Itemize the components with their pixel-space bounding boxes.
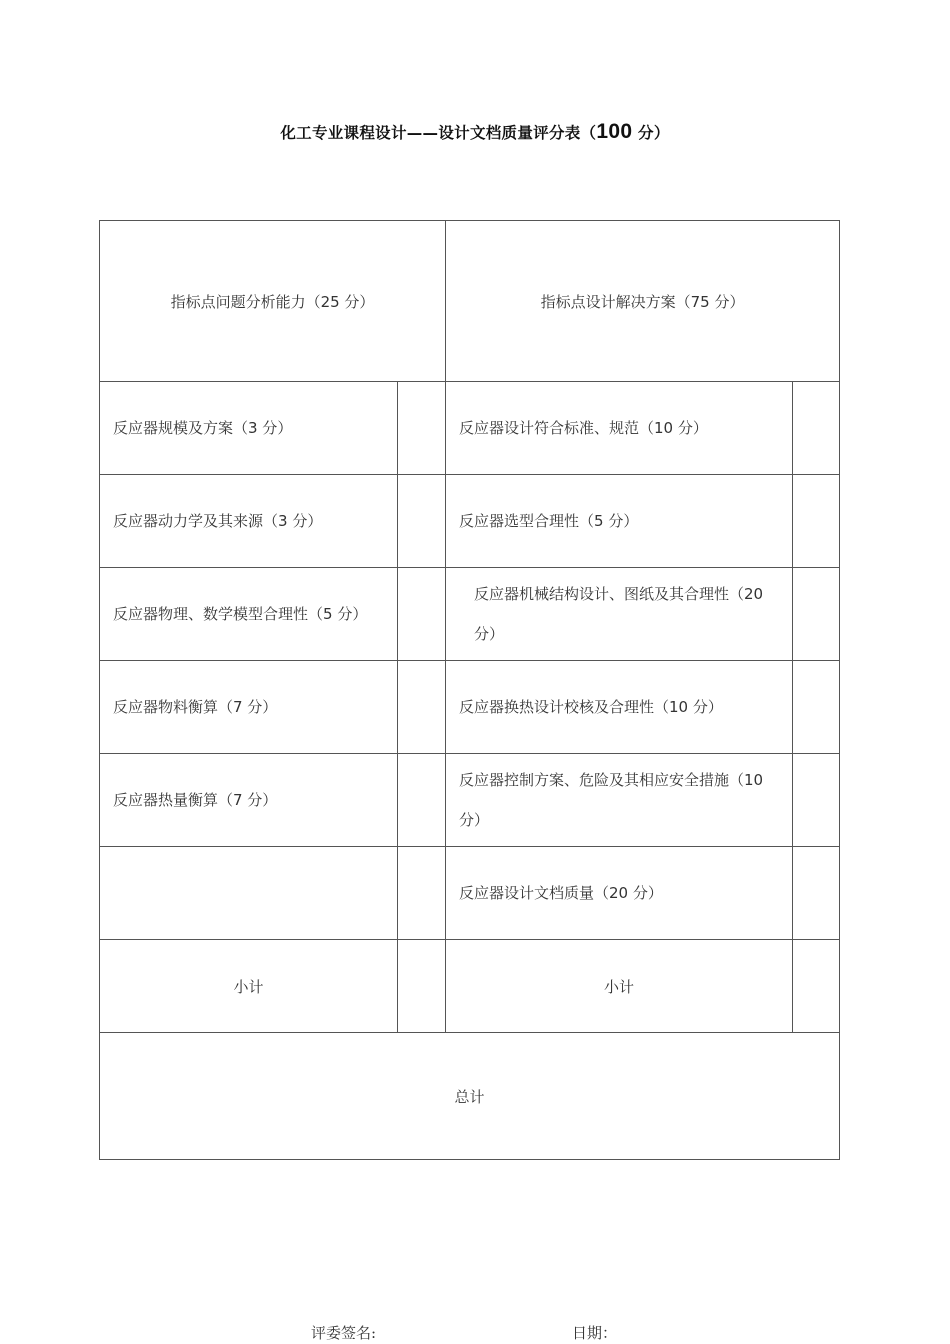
criterion-right: 反应器控制方案、危险及其相应安全措施（10 分）: [446, 754, 793, 847]
score-cell-right[interactable]: [793, 847, 840, 940]
subtotal-label-left: 小计: [100, 940, 398, 1033]
header-design-solution: 指标点设计解决方案（75 分）: [446, 221, 840, 382]
score-cell-right[interactable]: [793, 382, 840, 475]
date-label: 日期：: [572, 1324, 618, 1342]
document-title: [0, 120, 950, 144]
score-cell-right[interactable]: [793, 568, 840, 661]
title-score: 100: [596, 120, 633, 143]
title-suffix: 分）: [632, 124, 670, 142]
criterion-right: 反应器换热设计校核及合理性（10 分）: [446, 661, 793, 754]
subtotal-score-right[interactable]: [793, 940, 840, 1033]
score-cell-left[interactable]: [398, 568, 446, 661]
criterion-left: 反应器热量衡算（7 分）: [100, 754, 398, 847]
subtotal-row: [100, 940, 840, 1033]
score-cell-left[interactable]: [398, 754, 446, 847]
table-row: [100, 754, 840, 847]
table-row: [100, 661, 840, 754]
total-label: 总计: [100, 1033, 840, 1160]
criterion-left: 反应器规模及方案（3 分）: [100, 382, 398, 475]
table-row: [100, 382, 840, 475]
judge-signature-label: 评委签名:: [311, 1324, 377, 1342]
score-cell-right[interactable]: [793, 754, 840, 847]
criterion-right: 反应器选型合理性（5 分）: [446, 475, 793, 568]
table-row: [100, 568, 840, 661]
score-cell-right[interactable]: [793, 475, 840, 568]
subtotal-label-right: 小计: [446, 940, 793, 1033]
subtotal-score-left[interactable]: [398, 940, 446, 1033]
score-cell-left[interactable]: [398, 382, 446, 475]
criterion-left: 反应器动力学及其来源（3 分）: [100, 475, 398, 568]
criterion-right: 反应器设计文档质量（20 分）: [446, 847, 793, 940]
title-prefix: 化工专业课程设计——设计文档质量评分表（: [280, 124, 597, 142]
table-row: [100, 847, 840, 940]
criterion-right: 反应器机械结构设计、图纸及其合理性（20 分）: [446, 568, 793, 661]
table-row: [100, 475, 840, 568]
header-row: [100, 221, 840, 382]
criterion-left: 反应器物料衡算（7 分）: [100, 661, 398, 754]
score-table: [99, 220, 840, 1160]
score-cell-left[interactable]: [398, 847, 446, 940]
score-cell-left[interactable]: [398, 661, 446, 754]
total-row: [100, 1033, 840, 1160]
criterion-left: 反应器物理、数学模型合理性（5 分）: [100, 568, 398, 661]
header-problem-analysis: 指标点问题分析能力（25 分）: [100, 221, 446, 382]
criterion-left: [100, 847, 398, 940]
criterion-right: 反应器设计符合标准、规范（10 分）: [446, 382, 793, 475]
score-cell-right[interactable]: [793, 661, 840, 754]
score-cell-left[interactable]: [398, 475, 446, 568]
